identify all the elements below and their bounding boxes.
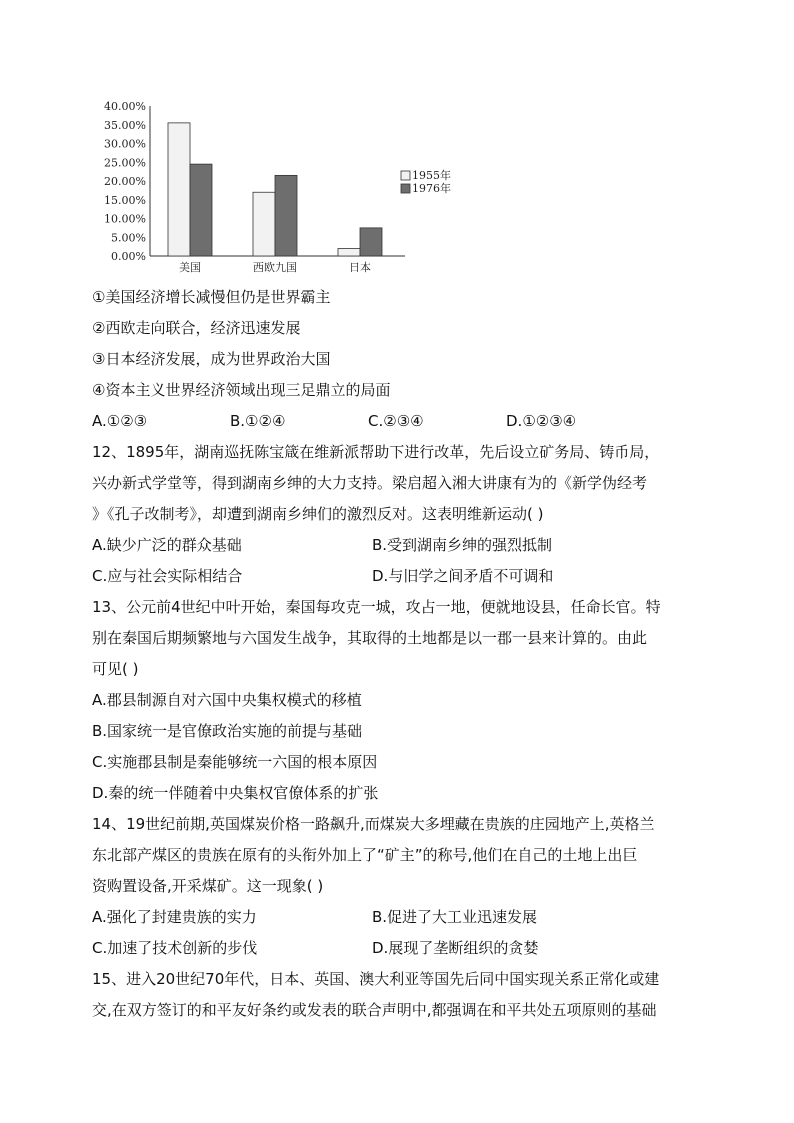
- bar-1955年-日本: [338, 249, 360, 257]
- q13-option-b[interactable]: B.国家统一是官僚政治实施的前提与基础: [92, 722, 363, 740]
- y-tick-label: 15.00%: [104, 193, 146, 207]
- q14-option-a[interactable]: A.强化了封建贵族的实力: [92, 908, 257, 926]
- q11-statement-3: ③日本经济发展，成为世界政治大国: [92, 350, 331, 368]
- q12-option-b[interactable]: B.受到湖南乡绅的强烈抵制: [372, 536, 553, 554]
- q13-option-c[interactable]: C.实施郡县制是秦能够统一六国的根本原因: [92, 753, 378, 771]
- q12-option-d[interactable]: D.与旧学之间矛盾不可调和: [372, 567, 554, 585]
- x-category-label: 西欧九国: [253, 261, 297, 274]
- q14-line-1: 14、19世纪前期,英国煤炭价格一路飙升,而煤炭大多埋藏在贵族的庄园地产上,英格兰: [92, 815, 655, 833]
- bar-1955年-西欧九国: [253, 192, 275, 256]
- q14-line-3: 资购置设备,开采煤矿。这一现象( ): [92, 877, 324, 895]
- legend-label-1955: 1955年: [412, 169, 451, 182]
- q14-line-2: 东北部产煤区的贵族在原有的头衔外加上了“矿主”的称号,他们在自己的土地上出巨: [92, 846, 638, 864]
- legend-swatch-1976: [401, 184, 410, 193]
- legend-swatch-1955: [401, 171, 410, 180]
- q11-option-b[interactable]: B.①②④: [230, 412, 286, 430]
- q11-option-c[interactable]: C.②③④: [368, 412, 424, 430]
- q14-option-c[interactable]: C.加速了技术创新的步伐: [92, 939, 258, 957]
- q14-option-b[interactable]: B.促进了大工业迅速发展: [372, 908, 538, 926]
- y-axis-tick-labels: [104, 100, 146, 263]
- q11-statement-1: ①美国经济增长减慢但仍是世界霸主: [92, 288, 331, 306]
- q12-option-c[interactable]: C.应与社会实际相结合: [92, 567, 243, 585]
- q13-line-2: 别在秦国后期频繁地与六国发生战争，其取得的土地都是以一郡一县来计算的。由此: [92, 629, 648, 647]
- q13-option-a[interactable]: A.郡县制源自对六国中央集权模式的移植: [92, 691, 362, 709]
- q15-line-2: 交,在双方签订的和平友好条约或发表的联合声明中,都强调在和平共处五项原则的基础: [92, 1001, 657, 1019]
- y-tick-label: 25.00%: [104, 156, 146, 170]
- bar-marks: [168, 123, 382, 256]
- y-tick-label: 0.00%: [111, 250, 146, 263]
- bar-1976年-美国: [190, 164, 212, 256]
- y-tick-label: 10.00%: [104, 212, 146, 226]
- q12-options-row-2: [92, 561, 712, 592]
- legend-label-1976: 1976年: [412, 182, 451, 195]
- q14-options-row-2: [92, 933, 712, 964]
- economy-share-bar-chart: [100, 96, 470, 281]
- q13-option-d[interactable]: D.秦的统一伴随着中央集权官僚体系的扩张: [92, 784, 379, 802]
- q12-line-1: 12、1895年，湖南巡抚陈宝箴在维新派帮助下进行改革，先后设立矿务局、铸币局，: [92, 443, 660, 461]
- chart-legend: [401, 168, 451, 195]
- q13-line-3: 可见( ): [92, 660, 139, 678]
- q12-options-row-1: [92, 530, 712, 561]
- q12-option-a[interactable]: A.缺少广泛的群众基础: [92, 536, 242, 554]
- y-tick-label: 5.00%: [111, 231, 146, 245]
- q11-option-d[interactable]: D.①②③④: [506, 412, 577, 430]
- bar-1955年-美国: [168, 123, 190, 256]
- x-axis-category-labels: [179, 260, 371, 274]
- y-tick-label: 35.00%: [104, 118, 146, 132]
- q15-line-1: 15、进入20世纪70年代，日本、英国、澳大利亚等国先后同中国实现关系正常化或建: [92, 970, 660, 988]
- q11-statement-2: ②西欧走向联合，经济迅速发展: [92, 319, 301, 337]
- x-category-label: 美国: [179, 261, 201, 274]
- q14-option-d[interactable]: D.展现了垄断组织的贪婪: [372, 939, 539, 957]
- q14-options-row-1: [92, 902, 712, 933]
- q13-line-1: 13、公元前4世纪中叶开始，秦国每攻克一城，攻占一地，便就地设县，任命长官。特: [92, 598, 661, 616]
- q11-option-a[interactable]: A.①②③: [92, 412, 148, 430]
- bar-1976年-西欧九国: [275, 175, 297, 256]
- y-tick-label: 20.00%: [104, 175, 146, 188]
- x-category-label: 日本: [349, 261, 371, 274]
- y-tick-label: 40.00%: [104, 100, 146, 113]
- q12-line-3: 》《孔子改制考》，却遭到湖南乡绅们的激烈反对。这表明维新运动( ): [92, 505, 544, 523]
- bar-1976年-日本: [360, 228, 382, 256]
- question-body: [92, 282, 712, 1026]
- q11-options: [92, 406, 712, 437]
- y-tick-label: 30.00%: [104, 137, 146, 151]
- q12-line-2: 兴办新式学堂等，得到湖南乡绅的大力支持。梁启超入湘大讲康有为的《新学伪经考: [92, 474, 648, 492]
- q11-statement-4: ④资本主义世界经济领域出现三足鼎立的局面: [92, 381, 391, 399]
